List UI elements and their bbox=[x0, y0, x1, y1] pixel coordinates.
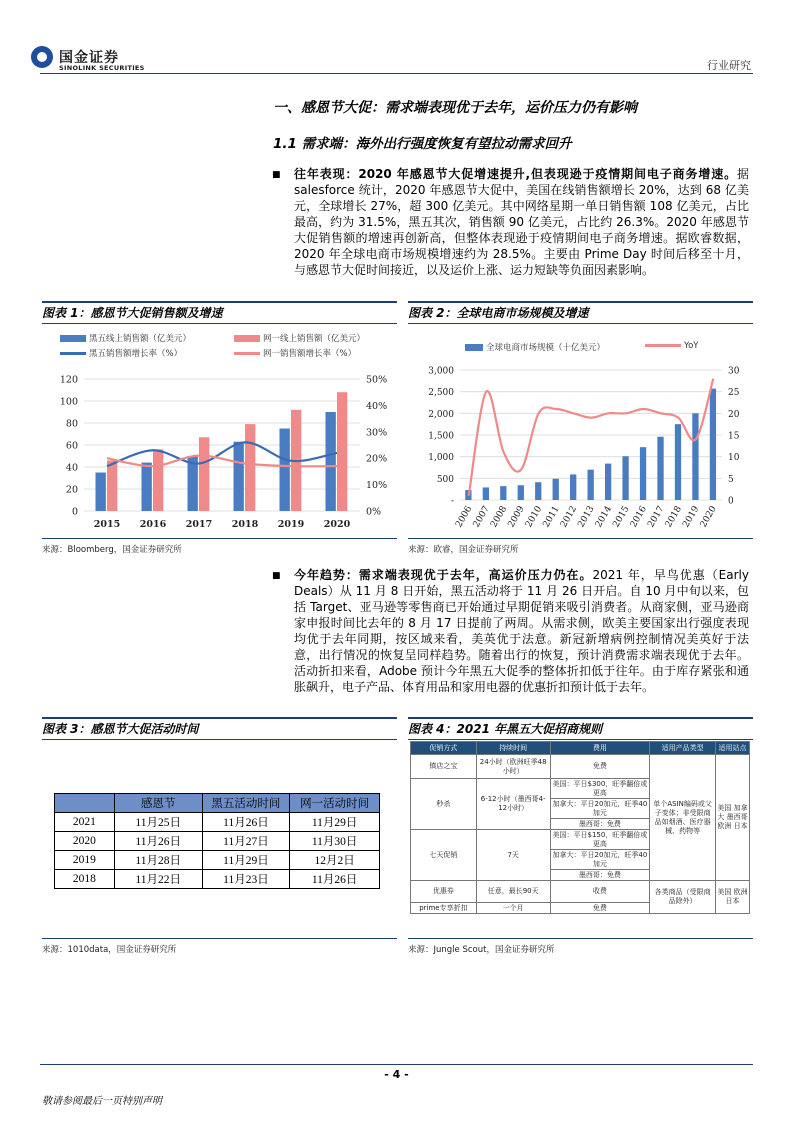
paragraph-lead: 今年趋势：需求端表现优于去年，高运价压力仍在。 bbox=[294, 568, 593, 582]
table-cell: 美国：平日$150，旺季翻倍或更高 bbox=[550, 830, 650, 850]
table-cell: 24小时（欧洲旺季48小时） bbox=[476, 755, 550, 779]
x-tick-label: 2010 bbox=[524, 504, 545, 530]
legend-line-yoy: YoY bbox=[645, 341, 698, 351]
table-cell: 12月2日 bbox=[290, 851, 380, 870]
header-divider bbox=[40, 73, 753, 74]
table-cell: 墨西哥：免费 bbox=[550, 819, 650, 830]
source-divider bbox=[42, 938, 397, 939]
x-tick-label: 2016 bbox=[628, 504, 649, 530]
table-cell: 11月29日 bbox=[290, 813, 380, 832]
y-tick-label: 1,000 bbox=[428, 453, 454, 464]
table-cell: 一个月 bbox=[476, 903, 550, 914]
figure-1-source: 来源：Bloomberg，国金证券研究所 bbox=[42, 545, 182, 555]
subsection-heading: 1.1 需求端：海外出行强度恢复有望拉动需求回升 bbox=[273, 136, 572, 152]
x-tick-label: 2018 bbox=[663, 504, 684, 530]
y-tick-label: 120 bbox=[59, 374, 78, 386]
table-header-cell: 感恩节 bbox=[114, 794, 202, 813]
table-cell: 镇店之宝 bbox=[411, 755, 477, 779]
y-tick-label: - bbox=[450, 496, 454, 507]
y2-tick-label: 30 bbox=[728, 366, 740, 377]
bar bbox=[710, 389, 716, 500]
y-tick-label: 20 bbox=[65, 484, 78, 496]
y-tick-label: 100 bbox=[59, 396, 78, 408]
table-row bbox=[55, 832, 380, 851]
legend-bar-blackfriday: 黑五线上销售额（亿美元） bbox=[60, 332, 191, 344]
x-tick-label: 2017 bbox=[185, 519, 213, 530]
source-divider bbox=[408, 538, 753, 539]
legend-swatch bbox=[60, 352, 86, 355]
bar bbox=[500, 486, 506, 500]
table-cell: 收费 bbox=[550, 881, 650, 903]
bar bbox=[142, 463, 152, 511]
table-cell: 各类商品（受限商品除外） bbox=[650, 881, 716, 914]
legend-swatch bbox=[645, 344, 681, 347]
table-cell: 七天促销 bbox=[411, 830, 477, 881]
bar bbox=[96, 473, 106, 512]
x-tick-label: 2013 bbox=[576, 504, 597, 530]
table-cell: 美国：平日$300，旺季翻倍或更高 bbox=[550, 779, 650, 799]
bar bbox=[245, 424, 255, 511]
table-cell: prime专享折扣 bbox=[411, 903, 477, 914]
paragraph-past-performance bbox=[294, 166, 749, 278]
bar bbox=[553, 479, 559, 500]
x-tick-label: 2007 bbox=[471, 504, 492, 530]
y2-tick-label: 40% bbox=[366, 400, 388, 412]
bar bbox=[605, 464, 611, 500]
bar bbox=[337, 392, 347, 511]
x-tick-label: 2009 bbox=[506, 504, 527, 530]
table-promo-rules bbox=[410, 741, 750, 914]
table-cell: 2021 bbox=[55, 813, 115, 832]
bar bbox=[280, 429, 290, 512]
table-cell: 2020 bbox=[55, 832, 115, 851]
footer-divider bbox=[40, 1064, 753, 1065]
bar bbox=[153, 449, 163, 511]
legend-bar-market-size: 全球电商市场规模（十亿美元） bbox=[465, 341, 605, 353]
table-header-cell: 网一活动时间 bbox=[290, 794, 380, 813]
bar bbox=[107, 460, 117, 511]
paragraph-body: 据 salesforce 统计，2020 年感恩节大促中，美国在线销售额增长 20%，达到 68 亿美元，全球增长 27%，超 300 亿美元。其中网络星期一单日销售额 108 亿美元，占比最高，约为 31.5%，黑五其次，销售额 90 亿美元，占比约 26.3%。2020 年感恩节大促销售额的增速再创新高，但整体表现逊于疫情期间电子商务增速。据欧睿数据，2020 年全球电商市场规模增速约为 28.5%。主要由 Prime Day 时间后移至十月，与感恩节大促时间接近，以及运价上涨、运力短缺等负面因素影响。 bbox=[294, 167, 749, 277]
table-header-row bbox=[55, 794, 380, 813]
table-row bbox=[411, 755, 750, 779]
table-header-cell: 持续时间 bbox=[476, 742, 550, 755]
table-header-row bbox=[411, 742, 750, 755]
y2-tick-label: 10% bbox=[366, 480, 388, 492]
bar bbox=[570, 474, 576, 500]
table-row bbox=[55, 870, 380, 889]
bar bbox=[622, 456, 628, 500]
legend-swatch bbox=[465, 344, 483, 351]
table-cell: 免费 bbox=[550, 755, 650, 779]
source-divider bbox=[42, 538, 397, 539]
y-tick-label: 80 bbox=[65, 418, 78, 430]
x-tick-label: 2015 bbox=[93, 519, 121, 530]
y2-tick-label: 5 bbox=[728, 474, 734, 485]
figure-3-source: 来源：1010data，国金证券研究所 bbox=[42, 945, 177, 955]
table-cell: 11月28日 bbox=[114, 851, 202, 870]
bar bbox=[535, 482, 541, 500]
legend-swatch bbox=[234, 335, 260, 342]
x-tick-label: 2019 bbox=[681, 504, 702, 530]
figure-3-title: 图表 3：感恩节大促活动时间 bbox=[42, 717, 397, 740]
bar bbox=[518, 485, 524, 500]
table-cell: 美国 加拿大 墨西哥 欧洲 日本 bbox=[716, 755, 750, 881]
x-tick-label: 2020 bbox=[323, 519, 351, 530]
y-tick-label: 2,500 bbox=[428, 388, 454, 399]
legend-swatch bbox=[60, 335, 86, 342]
y2-tick-label: 10 bbox=[728, 453, 740, 464]
y2-tick-label: 30% bbox=[366, 427, 388, 439]
table-cell: 任意，最长90天 bbox=[476, 881, 550, 903]
table-cell: 2019 bbox=[55, 851, 115, 870]
paragraph-lead: 往年表现：2020 年感恩节大促增速提升,但表现逊于疫情期间电子商务增速。 bbox=[294, 167, 737, 181]
table-header-cell: 费用 bbox=[550, 742, 650, 755]
legend-line-blackfriday: 黑五销售额增长率（%） bbox=[60, 347, 182, 359]
table-cell: 加拿大：平日20加元，旺季40加元 bbox=[550, 799, 650, 819]
y2-tick-label: 25 bbox=[728, 388, 740, 399]
x-tick-label: 2017 bbox=[646, 504, 667, 530]
table-cell: 免费 bbox=[550, 903, 650, 914]
table-cell: 秒杀 bbox=[411, 779, 477, 830]
bar bbox=[588, 470, 594, 500]
chart-global-ecommerce bbox=[408, 360, 754, 535]
figure-2-source: 来源：欧睿，国金证券研究所 bbox=[408, 545, 519, 555]
y2-tick-label: 20 bbox=[728, 409, 740, 420]
table-cell: 11月26日 bbox=[114, 832, 202, 851]
bar bbox=[326, 412, 336, 511]
source-divider bbox=[408, 938, 753, 939]
bar bbox=[657, 437, 663, 500]
page-number: - 4 - bbox=[384, 1068, 409, 1081]
bar bbox=[675, 424, 681, 500]
table-cell: 7天 bbox=[476, 830, 550, 881]
table-row bbox=[55, 851, 380, 870]
bullet-icon: ■ bbox=[272, 170, 281, 180]
paragraph-this-year-trend bbox=[294, 567, 749, 695]
x-tick-label: 2015 bbox=[611, 504, 632, 530]
y2-tick-label: 50% bbox=[366, 374, 388, 386]
y-tick-label: 0 bbox=[71, 506, 78, 518]
y-tick-label: 40 bbox=[65, 462, 78, 474]
bar bbox=[234, 442, 244, 511]
x-tick-label: 2012 bbox=[559, 504, 580, 530]
legend-swatch bbox=[234, 352, 260, 355]
report-category: 行业研究 bbox=[707, 59, 751, 72]
table-cell: 11月29日 bbox=[202, 851, 290, 870]
figure-4-title: 图表 4：2021 年黑五大促招商规则 bbox=[408, 717, 753, 740]
x-tick-label: 2011 bbox=[541, 504, 562, 530]
legend-line-cybermonday: 网一销售额增长率（%） bbox=[234, 347, 356, 359]
table-header-cell bbox=[55, 794, 115, 813]
figure-2-title: 图表 2：全球电商市场规模及增速 bbox=[408, 301, 753, 324]
x-tick-label: 2020 bbox=[698, 504, 719, 530]
bar bbox=[640, 447, 646, 500]
table-cell: 11月27日 bbox=[202, 832, 290, 851]
y-tick-label: 3,000 bbox=[428, 366, 454, 377]
paragraph-body: 2021 年，早鸟优惠（Early Deals）从 11 月 8 日开始，黑五活动将于 11 月 26 日开启。自 10 月中旬以来，包括 Target、亚马逊等零售商已开始通过早期促销来吸引消费者。从商家侧，亚马逊商家申报时间比去年的 8 月 17 日提前了两周。从需求侧，欧美主要国家出行强度表现均优于去年同期，按区域来看，美英优于法意。新冠新增病例控制情况美英好于法意，出行情况的恢复呈同样趋势。随着出行的恢复，预计消费需求端表现优于去年。活动折扣来看，Adobe 预计今年黑五大促季的整体折扣低于往年。由于库存紧张和通胀飙升，电子产品、体育用品和家用电器的优惠折扣预计低于去年。 bbox=[294, 568, 749, 694]
table-cell: 单个ASIN编码或父子变体；非受限商品如烟酒、医疗器械、药物等 bbox=[650, 755, 716, 881]
table-cell: 优惠券 bbox=[411, 881, 477, 903]
table-cell: 加拿大：平日20加元，旺季40加元 bbox=[550, 850, 650, 870]
x-tick-label: 2018 bbox=[231, 519, 259, 530]
chart-thanksgiving-sales bbox=[42, 365, 398, 535]
bar bbox=[199, 437, 209, 511]
y-tick-label: 60 bbox=[65, 440, 78, 452]
table-cell: 11月26日 bbox=[290, 870, 380, 889]
figure-4-source: 来源：Jungle Scout，国金证券研究所 bbox=[408, 945, 555, 955]
y2-tick-label: 0% bbox=[366, 506, 382, 518]
figure-1-title: 图表 1：感恩节大促销售额及增速 bbox=[42, 301, 397, 324]
table-cell: 11月25日 bbox=[114, 813, 202, 832]
x-tick-label: 2006 bbox=[454, 504, 475, 530]
x-tick-label: 2019 bbox=[277, 519, 305, 530]
y-tick-label: 2,000 bbox=[428, 409, 454, 420]
series-line bbox=[107, 442, 337, 466]
section-heading: 一、感恩节大促：需求端表现优于去年，运价压力仍有影响 bbox=[273, 100, 637, 116]
y-tick-label: 1,500 bbox=[428, 431, 454, 442]
logo-name-en: SINOLINK SECURITIES bbox=[59, 64, 145, 72]
table-cell: 11月26日 bbox=[202, 813, 290, 832]
table-cell: 6-12小时（墨西哥4-12小时） bbox=[476, 779, 550, 830]
y2-tick-label: 20% bbox=[366, 453, 388, 465]
table-cell: 11月23日 bbox=[202, 870, 290, 889]
table-header-cell: 黑五活动时间 bbox=[202, 794, 290, 813]
x-tick-label: 2016 bbox=[139, 519, 167, 530]
table-row bbox=[55, 813, 380, 832]
y2-tick-label: 15 bbox=[728, 431, 740, 442]
x-tick-label: 2008 bbox=[489, 504, 510, 530]
table-cell: 2018 bbox=[55, 870, 115, 889]
y2-tick-label: 0 bbox=[728, 496, 734, 507]
legend-bar-cybermonday: 网一线上销售额（亿美元） bbox=[234, 332, 365, 344]
table-cell: 墨西哥：免费 bbox=[550, 870, 650, 881]
table-cell: 11月22日 bbox=[114, 870, 202, 889]
table-cell: 11月30日 bbox=[290, 832, 380, 851]
table-header-cell: 促销方式 bbox=[411, 742, 477, 755]
bar bbox=[692, 413, 698, 500]
disclaimer-note: 敬请参阅最后一页特别声明 bbox=[42, 1096, 162, 1107]
table-header-cell: 适用站点 bbox=[716, 742, 750, 755]
y-tick-label: 500 bbox=[436, 474, 454, 485]
table-header-cell: 适用产品类型 bbox=[650, 742, 716, 755]
table-cell: 美国 欧洲 日本 bbox=[716, 881, 750, 914]
logo-name: 国金证券 bbox=[59, 50, 119, 66]
bullet-icon: ■ bbox=[272, 571, 281, 581]
table-row bbox=[411, 881, 750, 903]
x-tick-label: 2014 bbox=[593, 504, 615, 530]
bar bbox=[483, 487, 489, 500]
logo-icon bbox=[31, 46, 53, 68]
table-event-dates bbox=[54, 793, 380, 889]
